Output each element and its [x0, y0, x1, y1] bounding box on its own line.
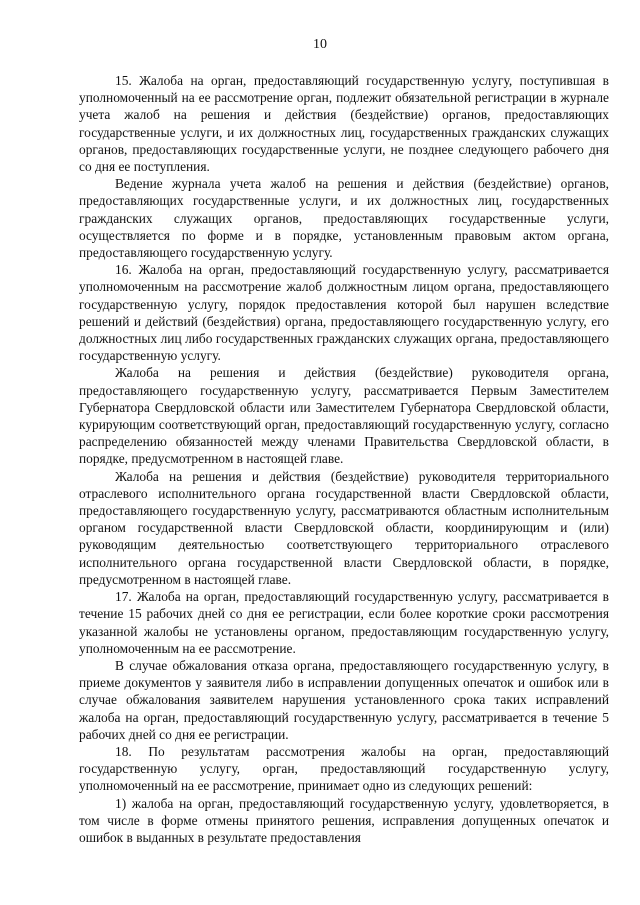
- paragraph-refusal-appeal: В случае обжалования отказа органа, предоставляющего государственную услугу, в приеме документов у заявителя либо в исправлении допущенных опечаток и ошибок или в случае обжалования заявителем нарушения установленного срока таких исправлений жалоба на орган, предоставляющий государственную услугу, рассматривается в течение 5 рабочих дней со дня ее регистрации.: [79, 657, 609, 742]
- document-body: [79, 72, 609, 846]
- paragraph-head-complaint: Жалоба на решения и действия (бездействие) руководителя органа, предоставляющего государственную услугу, рассматривается Первым Заместителем Губернатора Свердловской области или Заместителем Губернатора Свердловской области, курирующим соответствующий орган, предоставляющий государственную услугу, согласно распределению обязанностей между членами Правительства Свердловской области, в порядке, предусмотренном в настоящей главе.: [79, 365, 609, 467]
- paragraph-decision-1: 1) жалоба на орган, предоставляющий государственную услугу, удовлетворяется, в том числе в форме отмены принятого решения, исправления допущенных опечаток и ошибок в выданных в результате предоставления: [79, 795, 609, 845]
- paragraph-territorial-complaint: Жалоба на решения и действия (бездействие) руководителя территориального отраслевого исполнительного органа государственной власти Свердловской области, предоставляющего государственную услугу, рассматриваются областным исполнительным органом государственной власти Свердловской области, координирующим и (или) руководящим деятельностью соответствующего территориального отраслевого исполнительного органа государственной власти Свердловской области, в порядке, предусмотренном в настоящей главе.: [79, 468, 609, 587]
- page-number: 10: [313, 37, 327, 52]
- paragraph-18-decisions: 18. По результатам рассмотрения жалобы на орган, предоставляющий государственную услугу, орган, предоставляющий государственную услугу, уполномоченный на ее рассмотрение, принимает одно из следующих решений:: [79, 743, 609, 794]
- paragraph-15-registration: 15. Жалоба на орган, предоставляющий государственную услугу, поступившая в уполномоченный на ее рассмотрение орган, подлежит обязательной регистрации в журнале учета жалоб на решения и действия (бездействие) органов, предоставляющих государственные услуги, и их должностных лиц, государственных гражданских служащих органов, предоставляющих государственные услуги, не позднее следующего рабочего дня со дня ее поступления.: [79, 73, 609, 175]
- paragraph-complaint-journal: Ведение журнала учета жалоб на решения и действия (бездействие) органов, предоставляющих государственные услуги, и их должностных лиц, государственных гражданских служащих органов, предоставляющих государственные услуги, осуществляется по форме и в порядке, установленным правовым актом органа, предоставляющего государственную услугу.: [79, 176, 609, 261]
- paragraph-17-deadline: 17. Жалоба на орган, предоставляющий государственную услугу, рассматривается в течение 15 рабочих дней со дня ее регистрации, если более короткие сроки рассмотрения указанной жалобы не установлены органом, предоставляющим государственную услугу, уполномоченным на ее рассмотрение.: [79, 589, 609, 656]
- paragraph-16-review: 16. Жалоба на орган, предоставляющий государственную услугу, рассматривается уполномоченным на рассмотрение жалоб должностным лицом органа, предоставляющего государственную услугу, порядок предоставления которой был нарушен вследствие решений и действий (бездействия) органа, предоставляющего государственную услугу, его должностных лиц либо государственных гражданских служащих органа, предоставляющего государственную услугу.: [79, 262, 609, 364]
